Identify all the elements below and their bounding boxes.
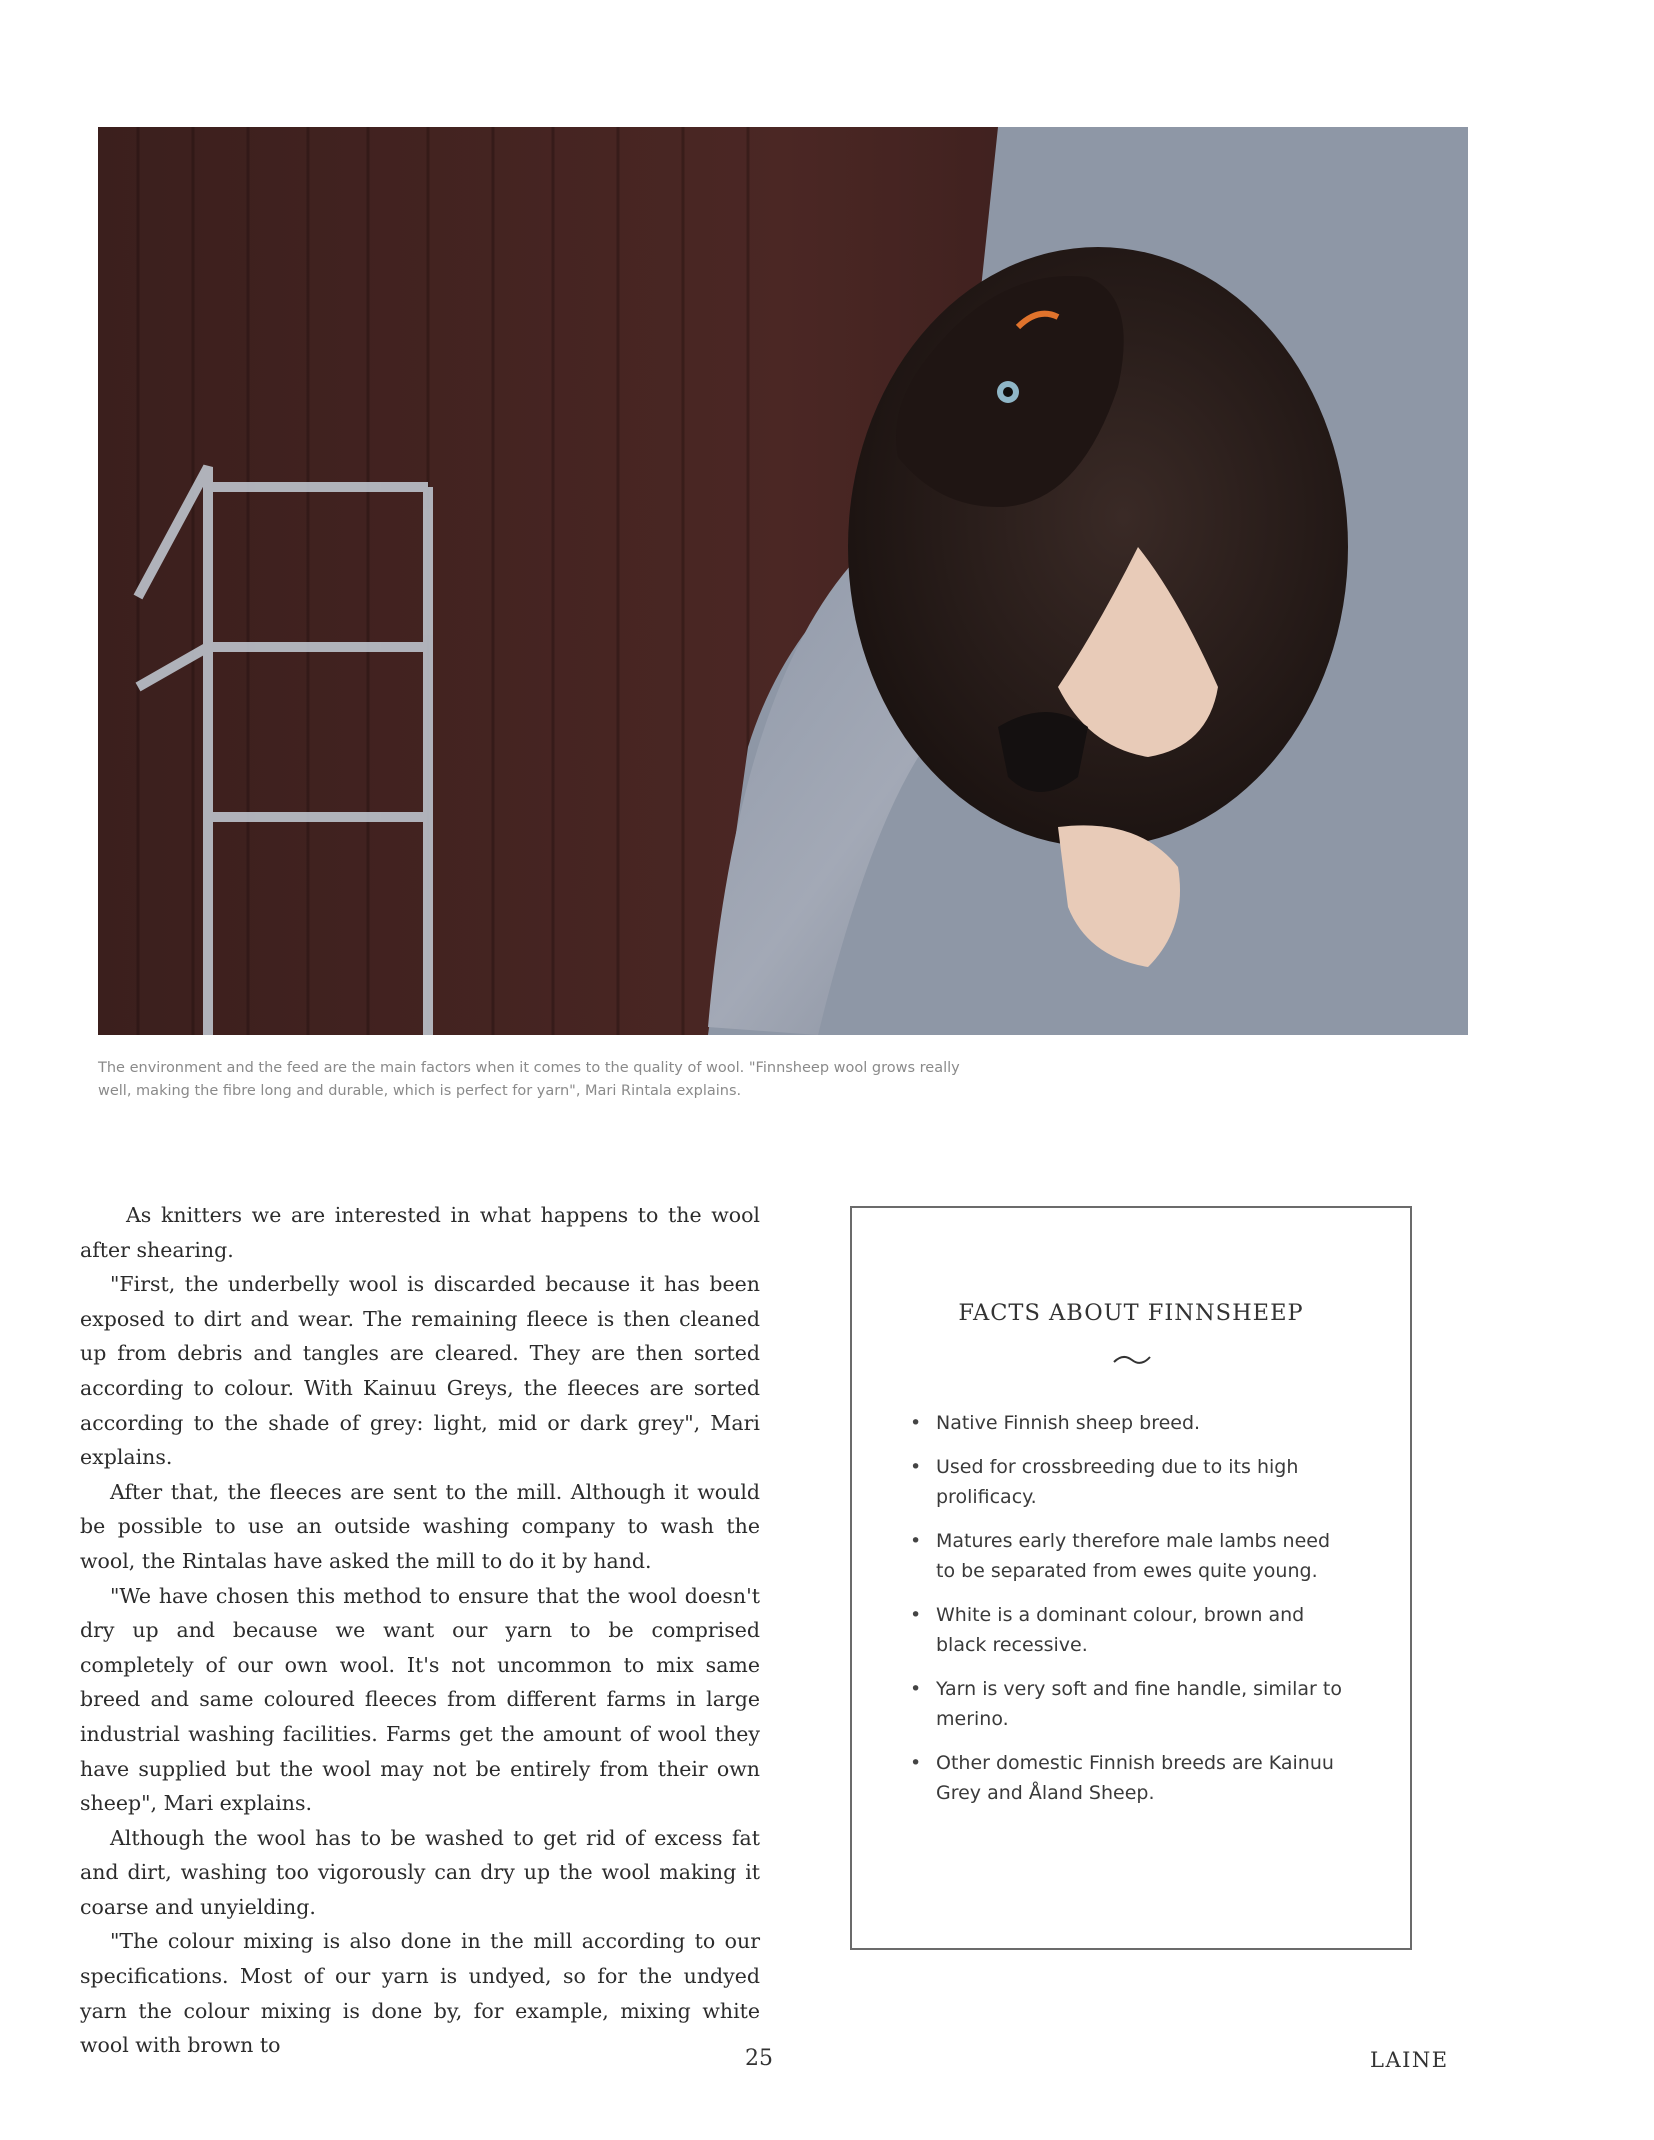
article-paragraph: As knitters we are interested in what happens to the wool after shearing. [80,1203,760,1262]
tilde-ornament-icon [1110,1350,1154,1368]
facts-title: FACTS ABOUT FINNSHEEP [958,1300,1304,1326]
facts-list-item: • White is a dominant colour, brown and black recessive. [908,1600,1348,1660]
article-paragraph: "First, the underbelly wool is discarded because it has been exposed to dirt and wear. The remaining fleece is then cleaned up from debris and tangles are cleared. They are then sorted according to colour. With Kainuu Greys, the fleeces are sorted according to the shade of grey: light, mid or dark grey", Mari explains. [80,1272,760,1470]
caption-line-2: well, making the fibre long and durable, which is perfect for yarn", Mari Rintala explains. [98,1083,742,1099]
page-number: 25 [745,2046,773,2071]
facts-list [908,1408,1348,1822]
article-paragraph: "The colour mixing is also done in the mill according to our specifications. Most of our yarn is undyed, so for the undyed yarn the colour mixing is done by, for example, mixing white wool with brown to [80,1929,760,2058]
facts-list-item: • Native Finnish sheep breed. [908,1408,1348,1438]
magazine-name: LAINE [1370,2048,1449,2072]
caption-line-1: The environment and the feed are the main factors when it comes to the quality of wool. "Finnsheep wool grows really [98,1060,960,1076]
facts-list-item: • Other domestic Finnish breeds are Kainuu Grey and Åland Sheep. [908,1748,1348,1808]
lamb-photo-illustration [98,127,1468,1035]
facts-list-item: • Used for crossbreeding due to its high prolificacy. [908,1452,1348,1512]
facts-list-item: • Yarn is very soft and fine handle, similar to merino. [908,1674,1348,1734]
article-paragraph: After that, the fleeces are sent to the mill. Although it would be possible to use an outside washing company to wash the wool, the Rintalas have asked the mill to do it by hand. [80,1479,760,1573]
lamb-photo [98,127,1468,1035]
photo-caption [98,1057,1018,1103]
facts-list-item: • Matures early therefore male lambs need to be separated from ewes quite young. [908,1526,1348,1586]
article-body [80,1198,760,2063]
article-paragraph: Although the wool has to be washed to get rid of excess fat and dirt, washing too vigorously can dry up the wool making it coarse and unyielding. [80,1825,760,1919]
facts-box [850,1206,1412,1950]
article-paragraph: "We have chosen this method to ensure that the wool doesn't dry up and because we want our yarn to be comprised completely of our own wool. It's not uncommon to mix same breed and same coloured fleeces from different farms in large industrial washing facilities. Farms get the amount of wool they have supplied but the wool may not be entirely from their own sheep", Mari explains. [80,1583,760,1816]
